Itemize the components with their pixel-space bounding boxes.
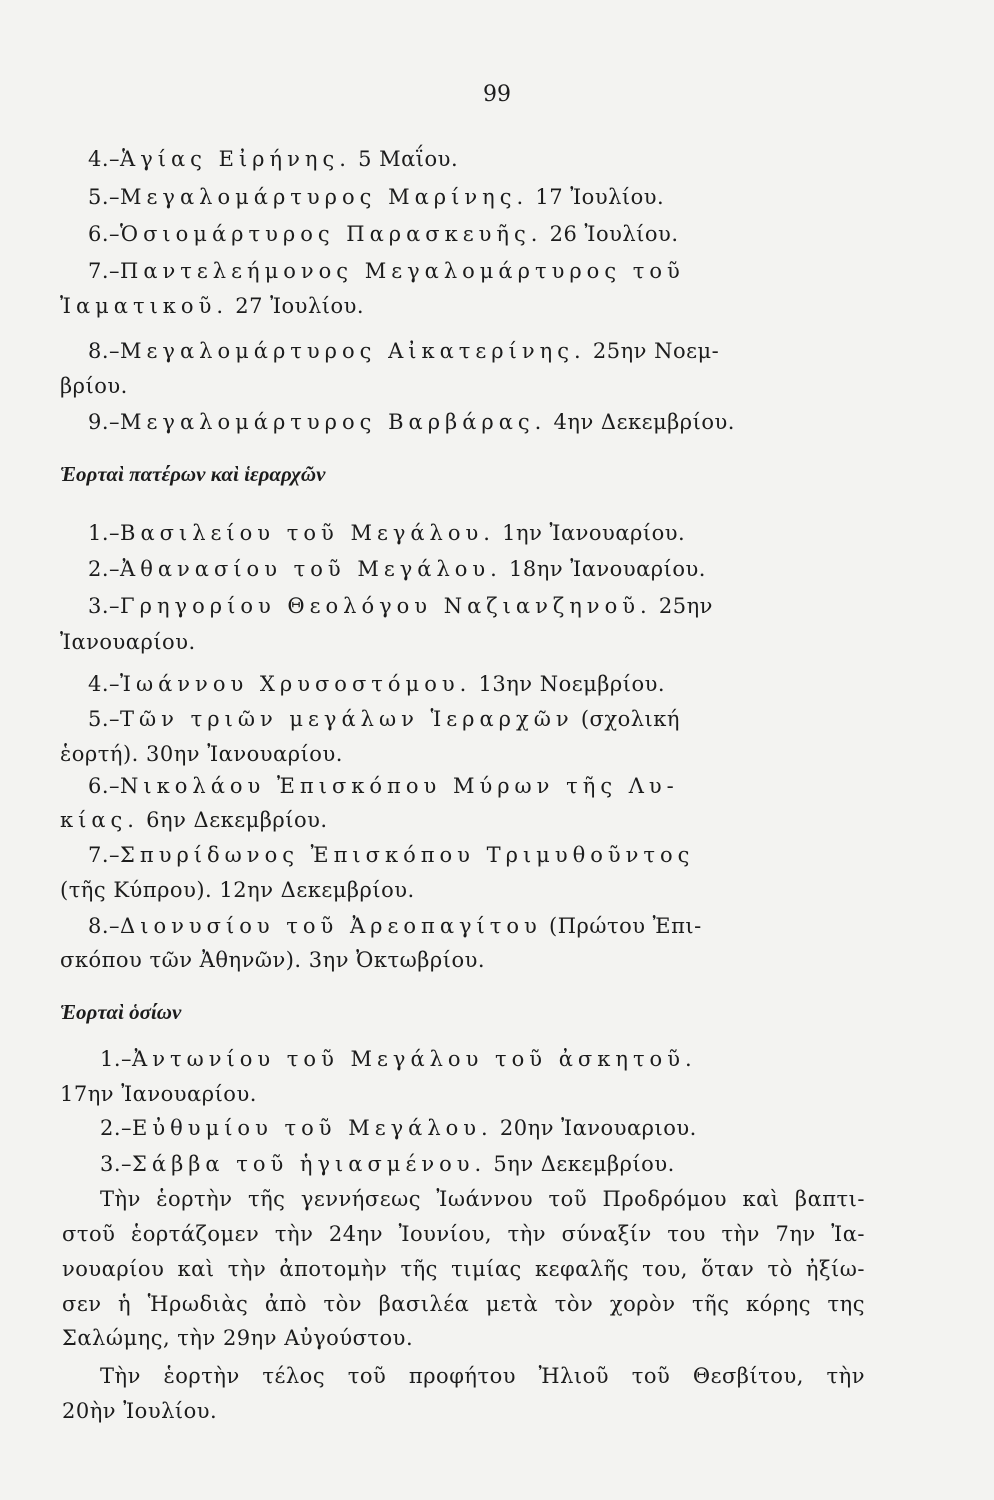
list-item: 5.–Τῶν τριῶν μεγάλων Ἱεραρχῶν (σχολική xyxy=(88,707,680,731)
list-item: 2.–Εὐθυμίου τοῦ Μεγάλου. 20ην Ἰανουαριου. xyxy=(100,1116,697,1140)
list-item: 3.–Σάββα τοῦ ἡγιασμένου. 5ην Δεκεμβρίου. xyxy=(100,1152,675,1176)
paragraph-line: Τὴν ἑορτὴν τέλος τοῦ προφήτου Ἠλιοῦ τοῦ Θεσβίτου, τὴν xyxy=(100,1364,865,1388)
list-item-continuation: (τῆς Κύπρου). 12ην Δεκεμβρίου. xyxy=(60,878,415,902)
list-item: 2.–Ἀθανασίου τοῦ Μεγάλου. 18ην Ἰανουαρίου. xyxy=(88,557,706,581)
list-item: 1.–Ἀντωνίου τοῦ Μεγάλου τοῦ ἀσκητοῦ. xyxy=(100,1047,697,1071)
list-item: 9.–Μεγαλομάρτυρος Βαρβάρας. 4ην Δεκεμβρίου. xyxy=(88,410,735,434)
list-item-continuation: σκόπου τῶν Ἀθηνῶν). 3ην Ὀκτωβρίου. xyxy=(60,948,486,972)
list-item-continuation: 17ην Ἰανουαρίου. xyxy=(60,1082,257,1106)
paragraph-line: σεν ἡ Ἡρωδιὰς ἀπὸ τὸν βασιλέα μετὰ τὸν χορὸν τῆς κόρης της xyxy=(62,1292,865,1316)
list-item: 7.–Σπυρίδωνος Ἐπισκόπου Τριμυθοῦντος xyxy=(88,843,695,867)
paragraph-line: Σαλώμης, τὴν 29ην Αὐγούστου. xyxy=(62,1326,414,1350)
list-item: 1.–Βασιλείου τοῦ Μεγάλου. 1ην Ἰανουαρίου. xyxy=(88,521,686,545)
list-item: 3.–Γρηγορίου Θεολόγου Ναζιανζηνοῦ. 25ην xyxy=(88,594,713,618)
paragraph-line: Τὴν ἑορτὴν τῆς γεννήσεως Ἰωάννου τοῦ Προδρόμου καὶ βαπτι- xyxy=(100,1187,865,1211)
list-item: 8.–Μεγαλομάρτυρος Αἰκατερίνης. 25ην Νοεμ- xyxy=(88,339,720,363)
list-item-continuation: Ἰανουαρίου. xyxy=(60,630,196,654)
list-item-continuation: βρίου. xyxy=(60,374,128,398)
list-item-continuation: κίας. 6ην Δεκεμβρίου. xyxy=(60,808,328,832)
list-item: 5.–Μεγαλομάρτυρος Μαρίνης. 17 Ἰουλίου. xyxy=(88,185,665,209)
list-item: 4.–Ἁγίας Εἰρήνης. 5 Μαΐου. xyxy=(88,147,459,171)
paragraph-line: 20ὴν Ἰουλίου. xyxy=(62,1399,218,1423)
list-item: 8.–Διονυσίου τοῦ Ἀρεοπαγίτου (Πρώτου Ἐπι- xyxy=(88,914,702,938)
section-heading: Ἑορταὶ ὁσίων xyxy=(60,1000,182,1024)
list-item-continuation: ἑορτή). 30ην Ἰανουαρίου. xyxy=(60,742,343,766)
paragraph-line: νουαρίου καὶ τὴν ἀποτομὴν τῆς τιμίας κεφαλῆς του, ὅταν τὸ ἠξίω- xyxy=(62,1257,865,1281)
list-item: 6.–Ὁσιομάρτυρος Παρασκευῆς. 26 Ἰουλίου. xyxy=(88,222,679,246)
list-item: 4.–Ἰωάννου Χρυσοστόμου. 13ην Νοεμβρίου. xyxy=(88,672,666,696)
paragraph-line: στοῦ ἑορτάζομεν τὴν 24ην Ἰουνίου, τὴν σύναξίν του τὴν 7ην Ἰα- xyxy=(62,1222,865,1246)
section-heading: Ἑορταὶ πατέρων καὶ ἱεραρχῶν xyxy=(60,462,326,486)
list-item: 7.–Παντελεήμονος Μεγαλομάρτυρος τοῦ xyxy=(88,259,685,283)
page-number: 99 xyxy=(483,82,511,107)
list-item: 6.–Νικολάου Ἐπισκόπου Μύρων τῆς Λυ- xyxy=(88,774,679,798)
list-item-continuation: Ἰαματικοῦ. 27 Ἰουλίου. xyxy=(60,294,365,318)
